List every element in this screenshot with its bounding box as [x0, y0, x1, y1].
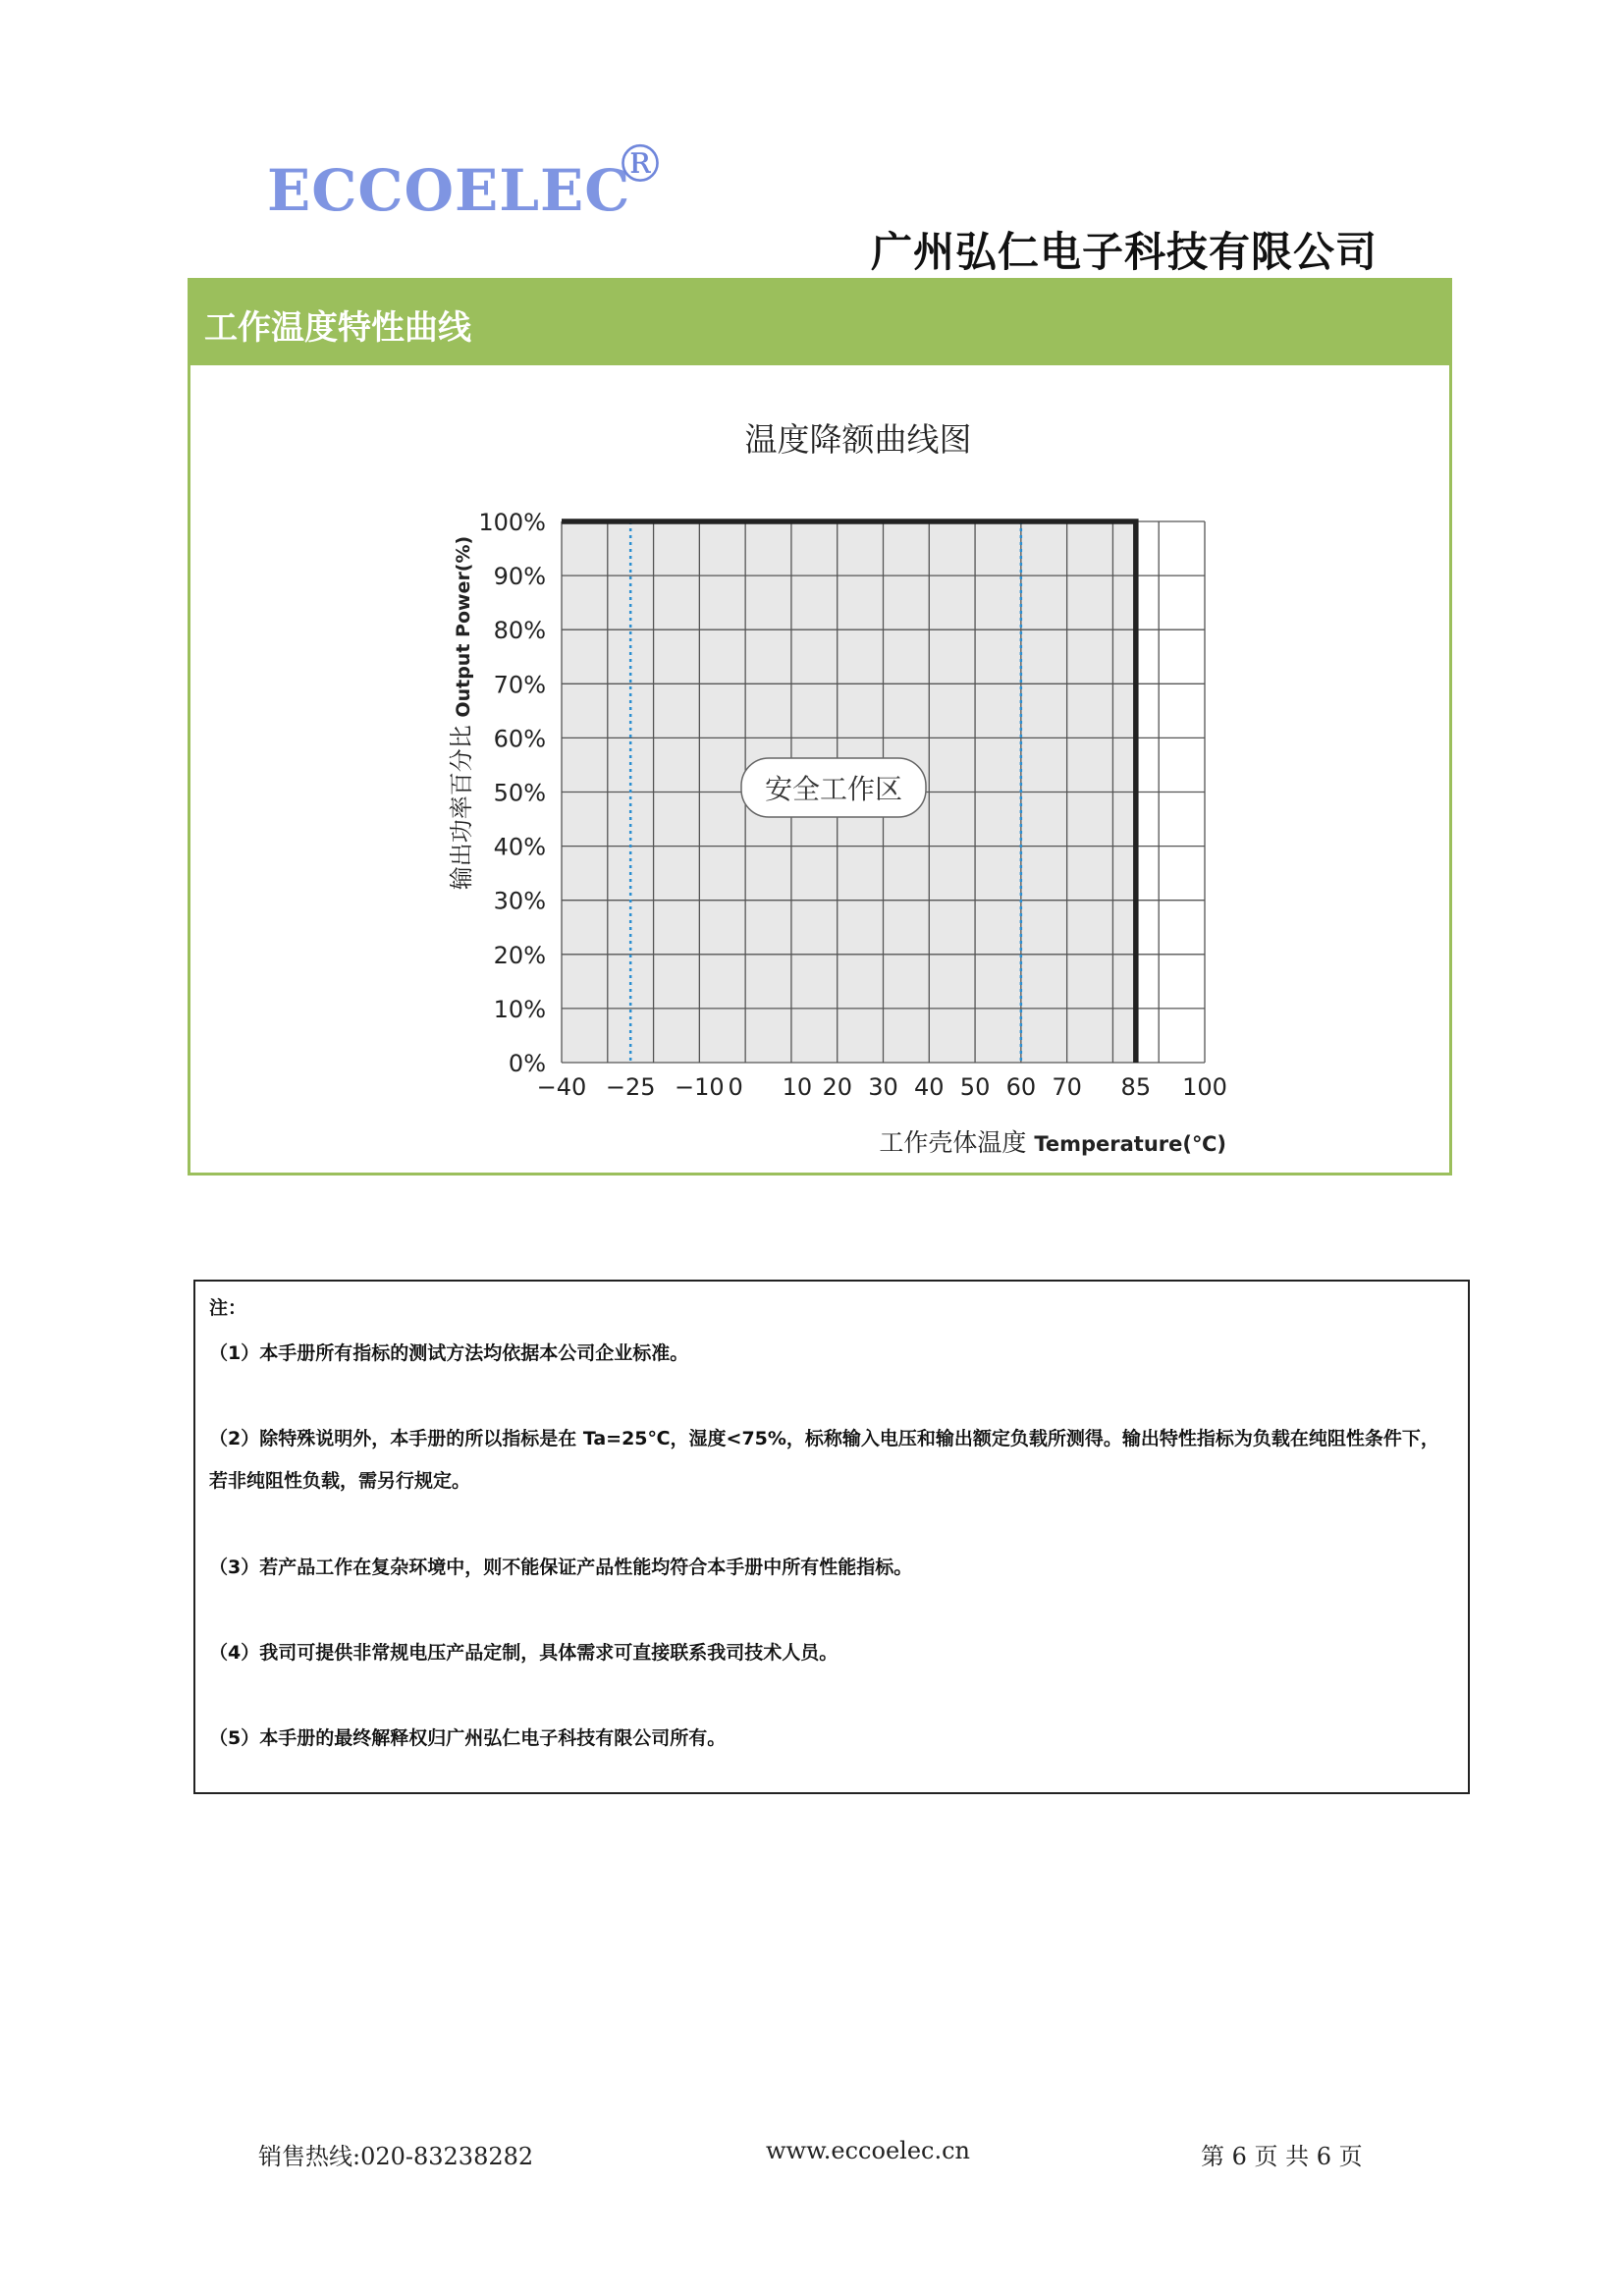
y-axis-label-cn: 输出功率百分比: [448, 717, 475, 891]
note-item: （5）本手册的最终解释权归广州弘仁电子科技有限公司所有。: [209, 1727, 727, 1749]
x-tick-label: 20: [822, 1073, 852, 1101]
registered-mark-icon: ®: [615, 136, 666, 194]
y-tick-label: 20%: [493, 941, 546, 969]
x-tick-label: 50: [959, 1073, 991, 1101]
notes-box: [193, 1280, 1470, 1794]
y-tick-label: 80%: [493, 617, 546, 645]
y-tick-label: 0%: [508, 1050, 546, 1077]
x-tick-label: −25: [605, 1073, 656, 1101]
x-tick-label: 70: [1052, 1073, 1082, 1101]
x-tick-label: −10: [675, 1073, 725, 1101]
x-tick-label: 30: [868, 1073, 898, 1101]
note-item: （3）若产品工作在复杂环境中，则不能保证产品性能均符合本手册中所有性能指标。: [209, 1557, 913, 1578]
x-tick-label: 85: [1120, 1073, 1152, 1101]
x-tick-label: 10: [782, 1073, 813, 1101]
note-item: （2）除特殊说明外，本手册的所以指标是在 Ta=25℃，湿度<75%，标称输入电压和输出额定负载所测得。输出特性指标为负载在纯阻性条件下，若非纯阻性负载，需另行规定。: [209, 1428, 1439, 1492]
chart-title: 温度降额曲线图: [744, 420, 972, 459]
footer-page-number: 第 6 页 共 6 页: [1201, 2143, 1363, 2170]
x-tick-label: 100: [1182, 1073, 1227, 1101]
x-tick-label: 40: [914, 1073, 945, 1101]
section-title: 工作温度特性曲线: [204, 308, 471, 348]
y-tick-label: 60%: [493, 725, 546, 753]
y-tick-label: 40%: [493, 833, 546, 861]
notes-label: 注：: [209, 1297, 247, 1319]
note-item: （4）我司可提供非常规电压产品定制，具体需求可直接联系我司技术人员。: [209, 1642, 839, 1664]
x-tick-label: −40: [536, 1073, 587, 1101]
y-tick-label: 30%: [493, 887, 546, 915]
derating-chart: [190, 281, 1449, 1173]
x-axis-label-en: Temperature(℃): [1034, 1132, 1226, 1156]
x-axis-label: [879, 1128, 1226, 1157]
footer-website[interactable]: www.eccoelec.cn: [766, 2137, 970, 2164]
footer-hotline: 销售热线:020-83238282: [258, 2143, 534, 2170]
y-tick-label: 100%: [478, 509, 546, 536]
y-tick-label: 10%: [493, 995, 546, 1023]
x-tick-label: 0: [728, 1073, 743, 1101]
x-tick-label: 60: [1005, 1073, 1037, 1101]
note-item: （1）本手册所有指标的测试方法均依据本公司企业标准。: [209, 1342, 689, 1364]
y-tick-label: 50%: [493, 779, 546, 807]
x-axis-label-cn: 工作壳体温度: [879, 1128, 1035, 1157]
y-tick-label: 90%: [493, 563, 546, 591]
y-tick-label: 70%: [493, 671, 546, 699]
company-name: 广州弘仁电子科技有限公司: [870, 228, 1378, 276]
logo: ECCOELEC: [267, 157, 631, 224]
y-axis-label-en: Output Power(%): [453, 535, 474, 718]
annotation-label: 安全工作区: [764, 773, 903, 805]
temperature-section: [188, 278, 1452, 1175]
y-axis-label: [448, 536, 475, 890]
